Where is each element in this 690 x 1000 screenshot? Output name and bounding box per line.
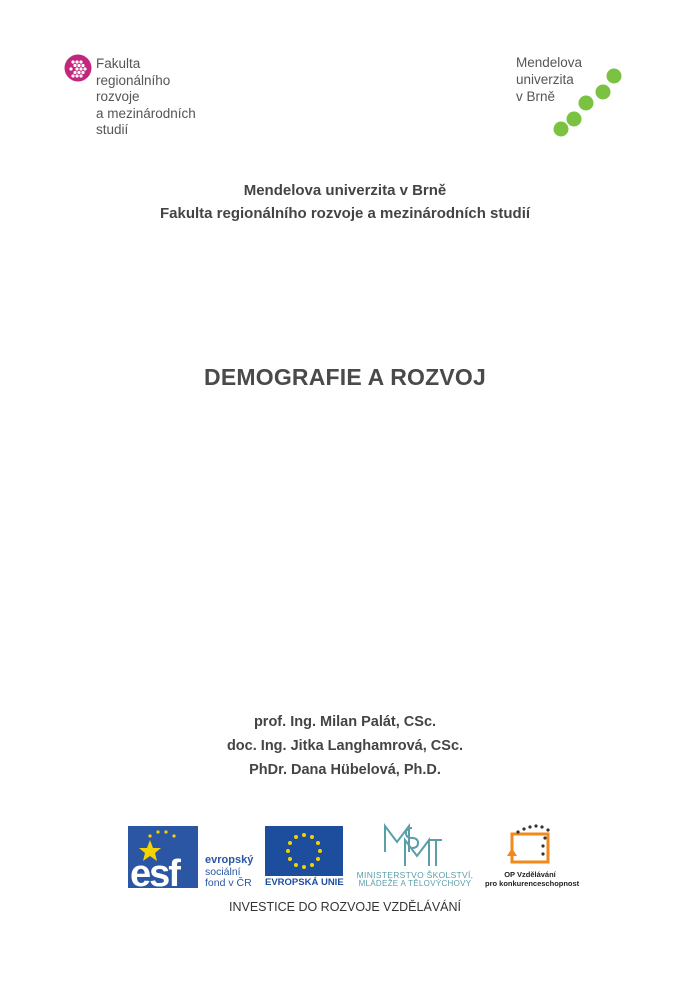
faculty-logo-line: Fakulta [96,56,141,71]
faculty-logo-line: a mezinárodních [96,105,196,121]
eu-label: EVROPSKÁ UNIE [265,877,344,888]
msmt-logo [350,822,480,888]
op-line: pro konkurenceschopnost [485,879,580,888]
faculty-logo-line: rozvoje [96,89,140,104]
university-logo-line: univerzita [516,72,574,87]
eu-flag-icon [265,826,343,876]
author: prof. Ing. Milan Palát, CSc. [253,714,437,730]
green-dots-icon [546,64,626,144]
msmt-monogram-icon [350,822,480,870]
op-logo [485,822,580,888]
op-line: OP Vzdělávání [504,870,556,879]
university-logo-line: Mendelova [516,55,583,70]
faculty-name: Fakulta regionálního rozvoje a mezinárodních studií [159,205,531,222]
faculty-logo-text [96,56,196,139]
university-logo [516,54,636,149]
author: doc. Ing. Jitka Langhamrová, CSc. [226,738,464,754]
faculty-logo-line: regionálního [96,72,171,88]
eu-logo [265,826,343,888]
esf-logo [128,826,258,888]
document-title: DEMOGRAFIE A ROZVOJ [204,364,486,390]
op-vzdelavani-icon [485,822,575,870]
faculty-logo-line: studií [96,122,129,137]
author: PhDr. Dana Hübelová, Ph.D. [249,762,441,778]
msmt-line: MLÁDEŽE A TĚLOVÝCHOVY [358,879,472,888]
esf-line: sociální [205,866,241,878]
frrms-dotted-star-icon [64,54,92,82]
svg-text:esf: esf [130,853,179,888]
msmt-line: MINISTERSTVO ŠKOLSTVÍ, [356,870,474,880]
faculty-logo [64,52,234,142]
institution-name: Mendelova univerzita v Brně [243,182,447,199]
esf-line: evropský [205,854,254,866]
esf-line: fond v ČR [205,877,252,889]
university-logo-line: v Brně [516,89,556,104]
investment-tagline: INVESTICE DO ROZVOJE VZDĚLÁVÁNÍ [229,900,461,914]
